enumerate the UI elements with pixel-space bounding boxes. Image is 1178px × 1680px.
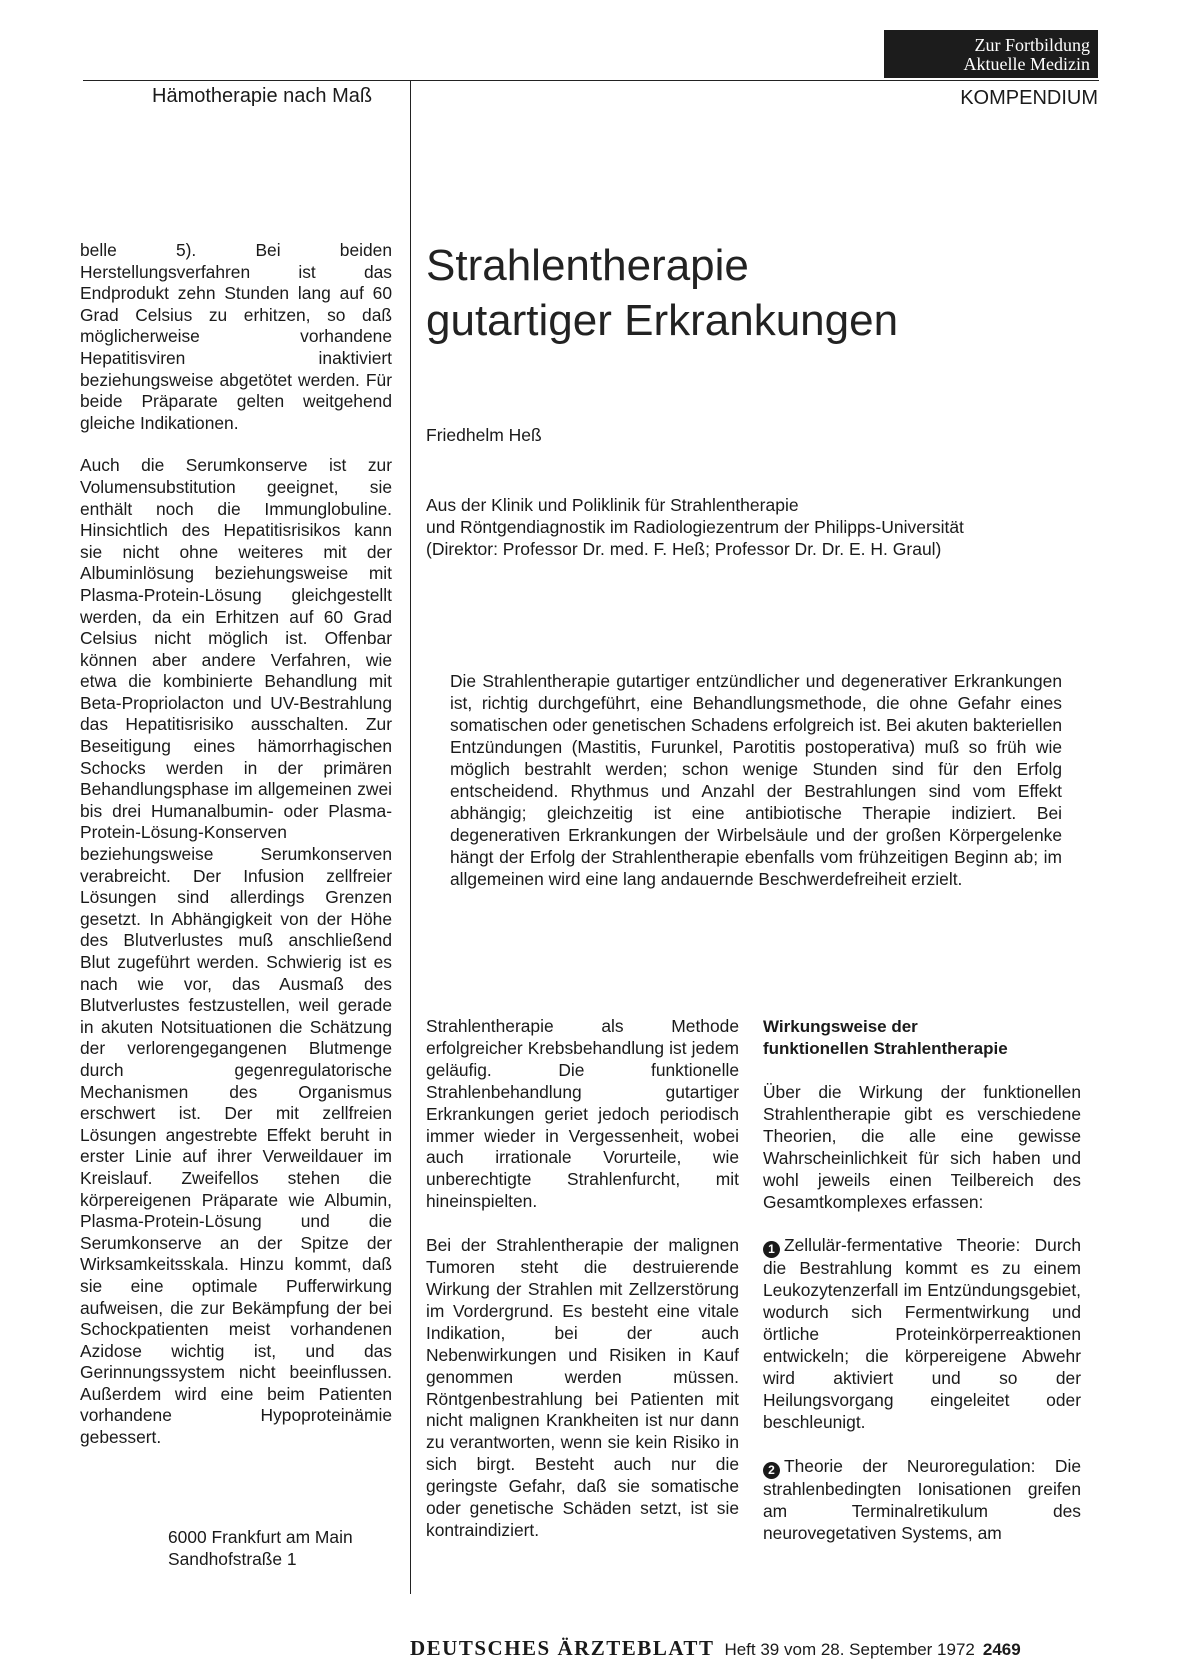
affiliation-line-1: Aus der Klinik und Poliklinik für Strahlentherapie — [426, 495, 799, 515]
theory-2-text: Theorie der Neuroregulation: Die strahlenbedingten Ionisationen greifen am Terminalretikulum des neurovegetativen Systems, am — [763, 1455, 1081, 1543]
left-paragraph-2: Auch die Serumkonserve ist zur Volumensubstitution geeignet, sie enthält noch die Immunglobuline. Hinsichtlich des Hepatitisrisikos kann sie nicht ohne weiteres mit der Albuminlösung beziehungsweise mit Plasma-Protein-Lösung gleichgestellt werden, da ein Erhitzen auf 60 Grad Celsius nicht möglich ist. Offenbar können aber andere Verfahren, wie etwa die kombinierte Behandlung mit Beta-Propriolacton und UV-Bestrahlung das Hepatitisrisiko ausschalten. Zur Beseitigung eines hämorrhagischen Schocks werden in der primären Behandlungsphase im allgemeinen zwei bis drei Humanalbumin- oder Plasma-Protein-Lösung-Konserven beziehungsweise Serumkonserven verabreicht. Der Infusion zellfreier Lösungen sind allerdings Grenzen gesetzt. In Abhängigkeit von der Höhe des Blutverlustes muß anschließend Blut zugeführt werden. Schwierig ist es nach wie vor, das Ausmaß des Blutverlustes festzustellen, weil gerade in akuten Notsituationen die Schätzung der verlorengegangenen Blutmenge durch gegenregulatorische Mechanismen des Organismus erschwert ist. Der mit zellfreien Lösungen angestrebte Effekt beruht in erster Linie auf ihrer Verweildauer im Kreislauf. Zweifellos stehen die körpereigenen Präparate wie Albumin, Plasma-Protein-Lösung und die Serumkonserve an der Spitze der Wirksamkeitsskala. Hinzu kommt, daß sie eine optimale Pufferwirkung aufweisen, die zur Bekämpfung der bei Schockpatienten meist vorhandenen Azidose wichtig ist, und das Gerinnungssystem nicht beeinflussen. Außerdem wird eine beim Patienten vorhandene Hypoproteinämie gebessert. — [80, 455, 392, 1448]
section-heading-line-1: Wirkungsweise der — [763, 1017, 918, 1036]
badge-line-1: Zur Fortbildung — [974, 35, 1090, 55]
page-footer — [410, 1636, 1021, 1661]
theory-1-text: Zellulär-fermentative Theorie: Durch die Bestrahlung kommt es zu einem Leukozytenzerfall im Entzündungsgebiet, wodurch sich Fermentwirkung und örtliche Proteinkörperreaktionen entwickeln; die körpereigene Abwehr wird aktiviert und so der Heilungsvorgang eingeleitet oder beschleunigt. — [763, 1235, 1081, 1432]
page-number: 2469 — [982, 1640, 1021, 1659]
address-line-1: 6000 Frankfurt am Main — [168, 1527, 353, 1547]
title-line-2: gutartiger Erkrankungen — [426, 296, 899, 345]
affiliation-line-3: (Direktor: Professor Dr. med. F. Heß; Professor Dr. Dr. E. H. Graul) — [426, 539, 942, 559]
article-author: Friedhelm Heß — [426, 425, 542, 445]
right-column — [763, 1016, 1081, 1566]
article-abstract: Die Strahlentherapie gutartiger entzündlicher und degenerativer Erkrankungen ist, richtig durchgeführt, eine Behandlungsmethode, die ohne Gefahr eines somatischen oder genetischen Schadens erfolgreich ist. Bei akuten bakteriellen Entzündungen (Mastitis, Furunkel, Parotitis postoperativa) muß so früh wie möglich bestrahlt werden; schon wenige Stunden sind für den Erfolg entscheidend. Rhythmus und Anzahl der Bestrahlungen sind vom Effekt abhängig; gleichzeitig ist eine antibiotische Therapie indiziert. Bei degenerativen Erkrankungen der Wirbelsäule und der großen Körpergelenke hängt der Erfolg der Strahlentherapie ebenfalls vom frühzeitigen Beginn ab; im allgemeinen wird eine lang andauernde Beschwerdefreiheit erzielt. — [450, 671, 1062, 889]
section-badge — [884, 30, 1098, 78]
article-affiliation — [426, 494, 1106, 560]
theory-1-paragraph — [763, 1235, 1081, 1433]
right-intro-paragraph: Über die Wirkung der funktionellen Strahlentherapie gibt es verschiedene Theorien, die alle eine gewisse Wahrscheinlichkeit für sich haben und wohl jeweils einen Teilbereich des Gesamtkomplexes erfassen: — [763, 1082, 1081, 1212]
section-heading-line-2: funktionellen Strahlentherapie — [763, 1039, 1008, 1058]
left-paragraph-1: belle 5). Bei beiden Herstellungsverfahren ist das Endprodukt zehn Stunden lang auf 60 Grad Celsius zu erhitzen, so daß möglicherweise vorhandene Hepatitisviren inaktiviert beziehungsweise abgetötet werden. Für beide Präparate gelten weitgehend gleiche Indikationen. — [80, 240, 392, 433]
number-two-icon: 2 — [763, 1462, 780, 1479]
middle-paragraph-2: Bei der Strahlentherapie der malignen Tumoren steht die destruierende Wirkung der Strahlen mit Zellzerstörung im Vordergrund. Es besteht eine vitale Indikation, bei der auch Nebenwirkungen und Risiken in Kauf genommen werden müssen. Röntgenbestrahlung bei Patienten mit nicht malignen Krankheiten ist nur dann zu verantworten, wenn sie kein Risiko in sich birgt. Besteht auch nur die geringste Gefahr, daß sie somatische oder genetische Schäden setzt, ist sie kontraindiziert. — [426, 1235, 739, 1540]
left-column — [80, 240, 392, 1470]
number-one-icon: 1 — [763, 1241, 780, 1258]
section-heading — [763, 1016, 1081, 1060]
affiliation-line-2: und Röntgendiagnostik im Radiologiezentrum der Philipps-Universität — [426, 517, 964, 537]
theory-2-paragraph — [763, 1456, 1081, 1545]
left-running-head: Hämotherapie nach Maß — [152, 85, 373, 107]
address-line-2: Sandhofstraße 1 — [168, 1549, 297, 1569]
issue-info: Heft 39 vom 28. September 1972 — [724, 1640, 975, 1659]
middle-paragraph-1: Strahlentherapie als Methode erfolgreicher Krebsbehandlung ist jedem geläufig. Die funktionelle Strahlenbehandlung gutartiger Erkrankungen geriet jedoch periodisch immer wieder in Vergessenheit, wobei auch irrationale Vorurteile, wie unberechtigte Strahlenfurcht, mit hineinspielten. — [426, 1016, 739, 1212]
author-address — [168, 1526, 408, 1570]
article-title — [426, 238, 1086, 348]
journal-name: DEUTSCHES ÄRZTEBLATT — [410, 1636, 715, 1660]
middle-column — [426, 1016, 739, 1564]
top-rule — [83, 80, 1099, 81]
column-divider — [410, 80, 411, 1594]
badge-line-2: Aktuelle Medizin — [963, 54, 1090, 74]
title-line-1: Strahlentherapie — [426, 241, 749, 290]
right-running-head: KOMPENDIUM — [960, 87, 1098, 109]
